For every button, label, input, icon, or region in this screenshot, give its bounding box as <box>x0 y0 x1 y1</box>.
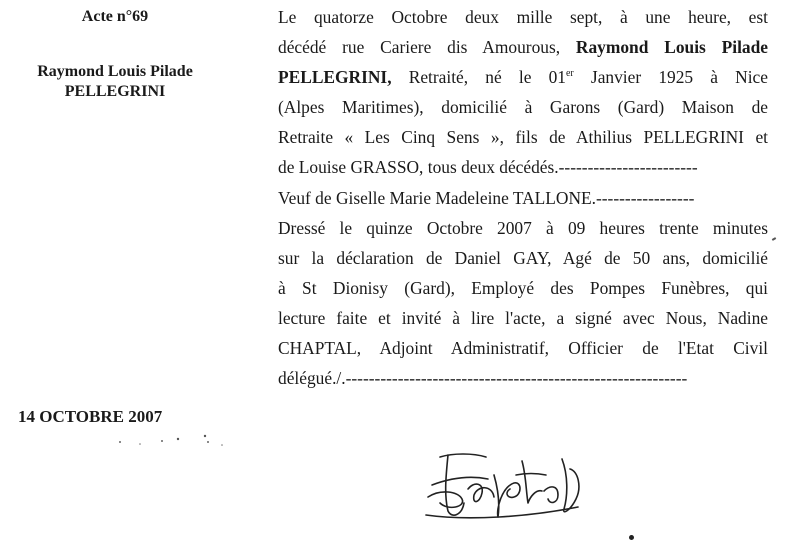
text-line-2 <box>278 32 768 62</box>
margin-column <box>0 0 230 547</box>
record-body <box>278 2 768 393</box>
deceased-name-bold: Raymond Louis Pilade <box>575 37 768 58</box>
text-line-1: Le quatorze Octobre deux mille sept, à une heure, est <box>278 7 768 27</box>
text-line-3 <box>278 62 768 92</box>
scan-specks <box>110 430 230 450</box>
text-line-10: à St Dionisy (Gard), Employé des Pompes Funèbres, qui <box>278 277 768 298</box>
deceased-name-line1: Raymond Louis Pilade <box>37 63 193 80</box>
ordinal-superscript: er <box>565 68 574 80</box>
deceased-name-margin <box>0 62 230 102</box>
text-line-7: Veuf de Giselle Marie Madeleine TALLONE.----------------- <box>278 187 695 208</box>
text-line-8: Dressé le quinze Octobre 2007 à 09 heures trente minutes <box>278 217 768 238</box>
text-line-3-c: Janvier 1925 à Nice <box>573 67 768 88</box>
scan-mark <box>772 237 776 241</box>
scan-dot <box>629 535 634 540</box>
margin-date: 14 OCTOBRE 2007 <box>18 407 163 426</box>
text-line-6: de Louise GRASSO, tous deux décédés.------------------------ <box>278 157 698 178</box>
deceased-surname-bold: PELLEGRINI, <box>278 67 392 88</box>
text-line-4: (Alpes Maritimes), domicilié à Garons (Gard) Maison de <box>278 97 768 118</box>
signature-image <box>418 445 588 525</box>
text-line-9: sur la déclaration de Daniel GAY, Agé de 50 ans, domicilié <box>278 247 768 268</box>
text-line-3-b: Retraité, né le 01 <box>391 67 566 88</box>
text-line-12: CHAPTAL, Adjoint Administratif, Officier de l'Etat Civil <box>278 338 768 359</box>
text-line-5: Retraite « Les Cinq Sens », fils de Athilius PELLEGRINI et <box>278 127 768 148</box>
text-line-11: lecture faite et invité à lire l'acte, a signé avec Nous, Nadine <box>278 307 768 328</box>
text-line-13: délégué./.----------------------------------------------------------- <box>278 368 688 389</box>
acte-number: Acte n°69 <box>81 8 149 25</box>
deceased-name-line2: PELLEGRINI <box>64 83 166 100</box>
text-line-2-a: décédé rue Cariere dis Amourous, <box>278 37 576 58</box>
